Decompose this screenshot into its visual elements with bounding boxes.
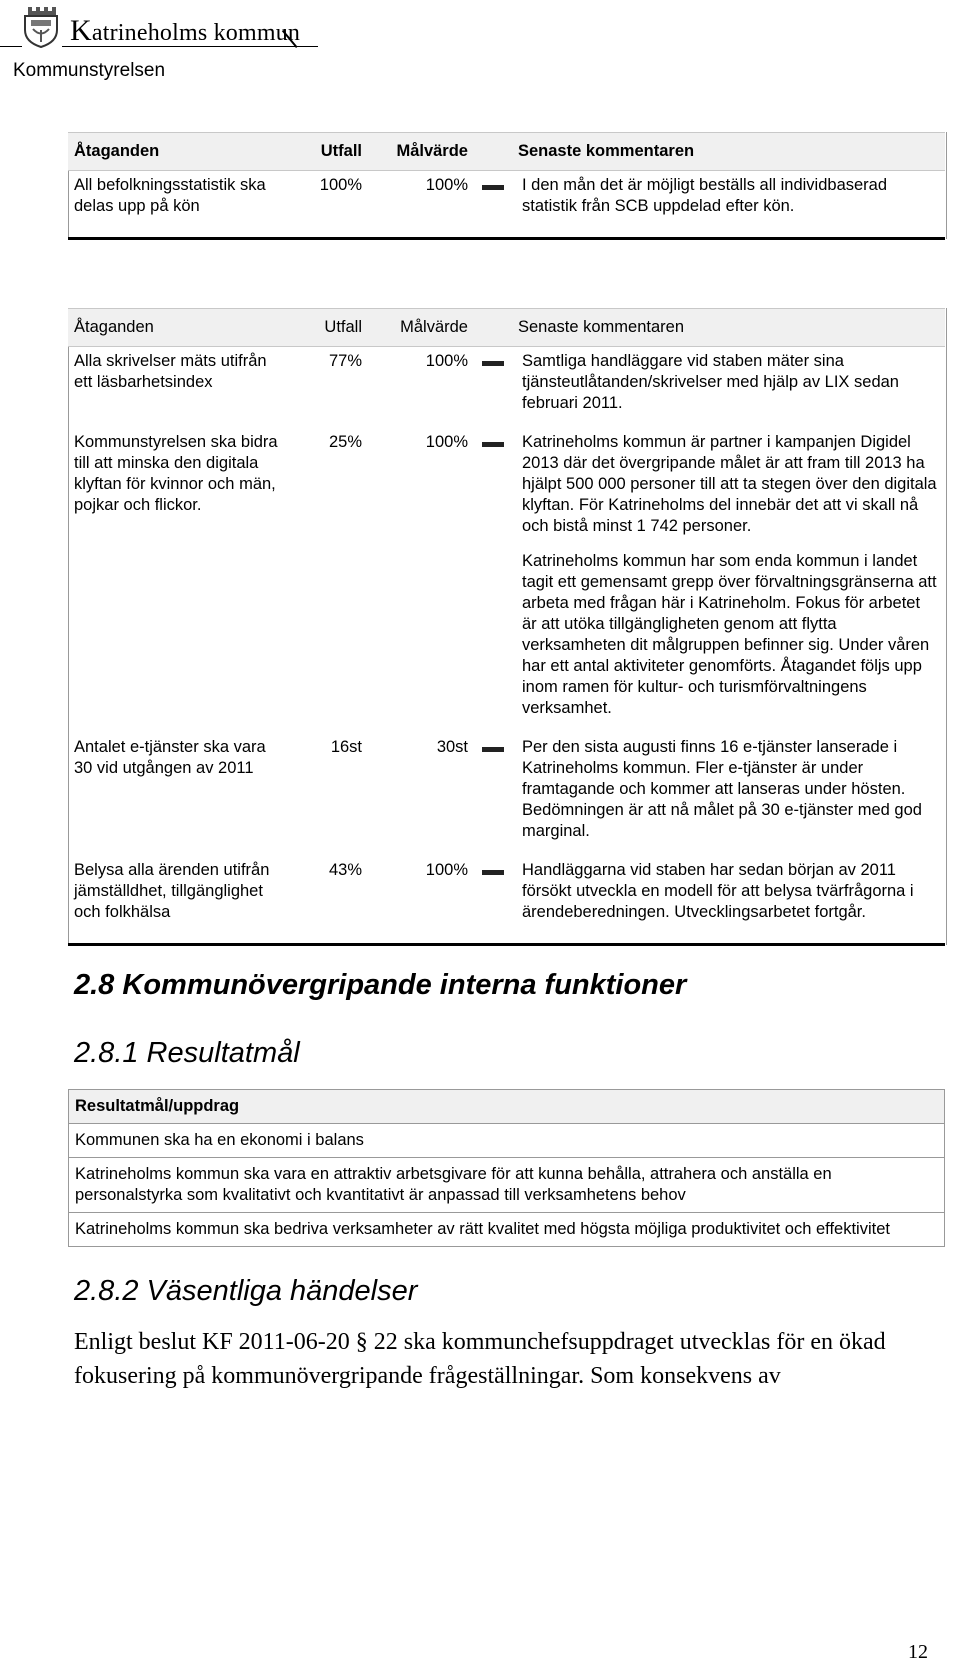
col-kommentar: Senaste kommentaren	[512, 309, 945, 347]
table-row	[69, 1213, 945, 1247]
table-row	[69, 1124, 945, 1158]
row-target: 100%	[425, 433, 468, 451]
row-target: 100%	[425, 352, 468, 370]
body-paragraph: Enligt beslut KF 2011-06-20 § 22 ska kommunchefsuppdraget utvecklas för en ökad fokusering på kommunövergripande frågeställningar. Som konsekvens av	[74, 1329, 886, 1389]
department-name: Kommunstyrelsen	[13, 60, 166, 81]
row-trend	[474, 856, 512, 945]
table-header-row	[69, 1090, 945, 1124]
section-heading-2-8: 2.8 Kommunövergripande interna funktioner	[74, 969, 687, 1001]
row-commitment: Belysa alla ärenden utifrån jämställdhet, tillgänglighet och folkhälsa	[74, 861, 270, 921]
page-header	[0, 0, 960, 60]
row-comment: Handläggarna vid staben har sedan början av 2011 försökt utveckla en modell för att belysa tvärfrågorna i ärendeberedningen. Utvecklingsarbetet fortgår.	[522, 861, 914, 921]
table-row	[68, 856, 945, 945]
row-comment: Samtliga handläggare vid staben mäter sina tjänsteutlåtanden/skrivelser med hjälp av LIX sedan februari 2011.	[522, 352, 899, 412]
col-malvarde: Målvärde	[368, 133, 474, 171]
row-outcome: 77%	[328, 352, 362, 370]
col-trend	[474, 309, 512, 347]
table-header-row	[68, 309, 945, 347]
table-row	[68, 733, 945, 856]
table-row	[69, 1158, 945, 1213]
result-goal: Katrineholms kommun ska bedriva verksamheter av rätt kvalitet med högsta möjliga produktivitet och effektivitet	[69, 1213, 945, 1247]
row-outcome: 16st	[330, 738, 362, 756]
section-heading-2-8-2: 2.8.2 Väsentliga händelser	[74, 1275, 418, 1307]
row-target: 30st	[436, 738, 468, 756]
col-trend	[474, 133, 512, 171]
row-trend	[474, 428, 512, 733]
table-row	[68, 171, 945, 240]
row-trend	[474, 733, 512, 856]
row-comment: I den mån det är möjligt beställs all individbaserad statistik från SCB uppdelad efter kön.	[522, 176, 888, 215]
organization-name: Katrineholms kommun	[70, 14, 301, 47]
trend-flat-icon	[482, 747, 504, 752]
row-comment: Per den sista augusti finns 16 e-tjänster lanserade i Katrineholms kommun. Fler e-tjänster är under framtagande och kommer att lanseras under hösten. Bedömningen är att nå målet på 30 e-tjänster med god marginal.	[522, 738, 922, 840]
row-outcome: 25%	[328, 433, 362, 451]
trend-flat-icon	[482, 185, 504, 190]
row-commitment: Alla skrivelser mäts utifrån ett läsbarhetsindex	[74, 352, 267, 391]
trend-flat-icon	[482, 361, 504, 366]
row-outcome: 43%	[328, 861, 362, 879]
page-number: 12	[908, 1641, 928, 1663]
table-row	[68, 428, 945, 733]
col-kommentar: Senaste kommentaren	[512, 133, 945, 171]
row-target: 100%	[425, 176, 468, 194]
row-commitment: Antalet e-tjänster ska vara 30 vid utgången av 2011	[74, 738, 266, 777]
table-row	[68, 347, 945, 429]
trend-flat-icon	[482, 442, 504, 447]
trend-flat-icon	[482, 870, 504, 875]
col-ataganden: Åtaganden	[68, 309, 290, 347]
col-utfall: Utfall	[290, 309, 368, 347]
row-outcome: 100%	[319, 176, 362, 194]
commitments-table-2	[68, 308, 945, 945]
header-rule-left	[0, 46, 22, 47]
col-utfall: Utfall	[290, 133, 368, 171]
col-ataganden: Åtaganden	[68, 133, 290, 171]
result-goals-table	[68, 1089, 945, 1247]
table1-bottom-rule	[68, 237, 945, 240]
row-target: 100%	[425, 861, 468, 879]
coat-of-arms-logo	[22, 4, 60, 48]
col-malvarde: Målvärde	[368, 309, 474, 347]
result-goal: Katrineholms kommun ska vara en attraktiv arbetsgivare för att kunna behålla, attrahera och anställa en personalstyrka som kvalitativt och kvantitativt är anpassad till verksamhetens behov	[69, 1158, 945, 1213]
row-commitment: Kommunstyrelsen ska bidra till att minska den digitala klyftan för kvinnor och män, pojkar och flickor.	[74, 433, 278, 514]
row-commitment: All befolkningsstatistik ska delas upp på kön	[74, 176, 266, 215]
commitments-table-1	[68, 132, 945, 239]
table2-bottom-rule	[68, 943, 945, 946]
section-heading-2-8-1: 2.8.1 Resultatmål	[74, 1037, 300, 1069]
row-trend	[474, 171, 512, 240]
row-comment: Katrineholms kommun är partner i kampanjen Digidel 2013 där det övergripande målet är att fram till 2013 ha hjälpt 500 000 personer till att ta stegen över den digitala klyftan. För Katrineholms del innebär det att vi skall nå och bistå minst 1 742 personer. Katrineholms kommun har som enda kommun i landet tagit ett gemensamt grepp över förvaltningsgränserna att arbeta med frågan här i Katrineholm. Fokus för arbetet är att utöka tillgängligheten genom att flytta verksamheten dit målgruppen befinner sig. Under våren har ett antal aktiviteter genomförts. Åtagandet följs upp inom ramen för kultur- och turismförvaltningens verksamhet.	[522, 433, 937, 717]
row-trend	[474, 347, 512, 429]
table-header-row	[68, 133, 945, 171]
result-goals-header: Resultatmål/uppdrag	[69, 1090, 945, 1124]
result-goal: Kommunen ska ha en ekonomi i balans	[69, 1124, 945, 1158]
